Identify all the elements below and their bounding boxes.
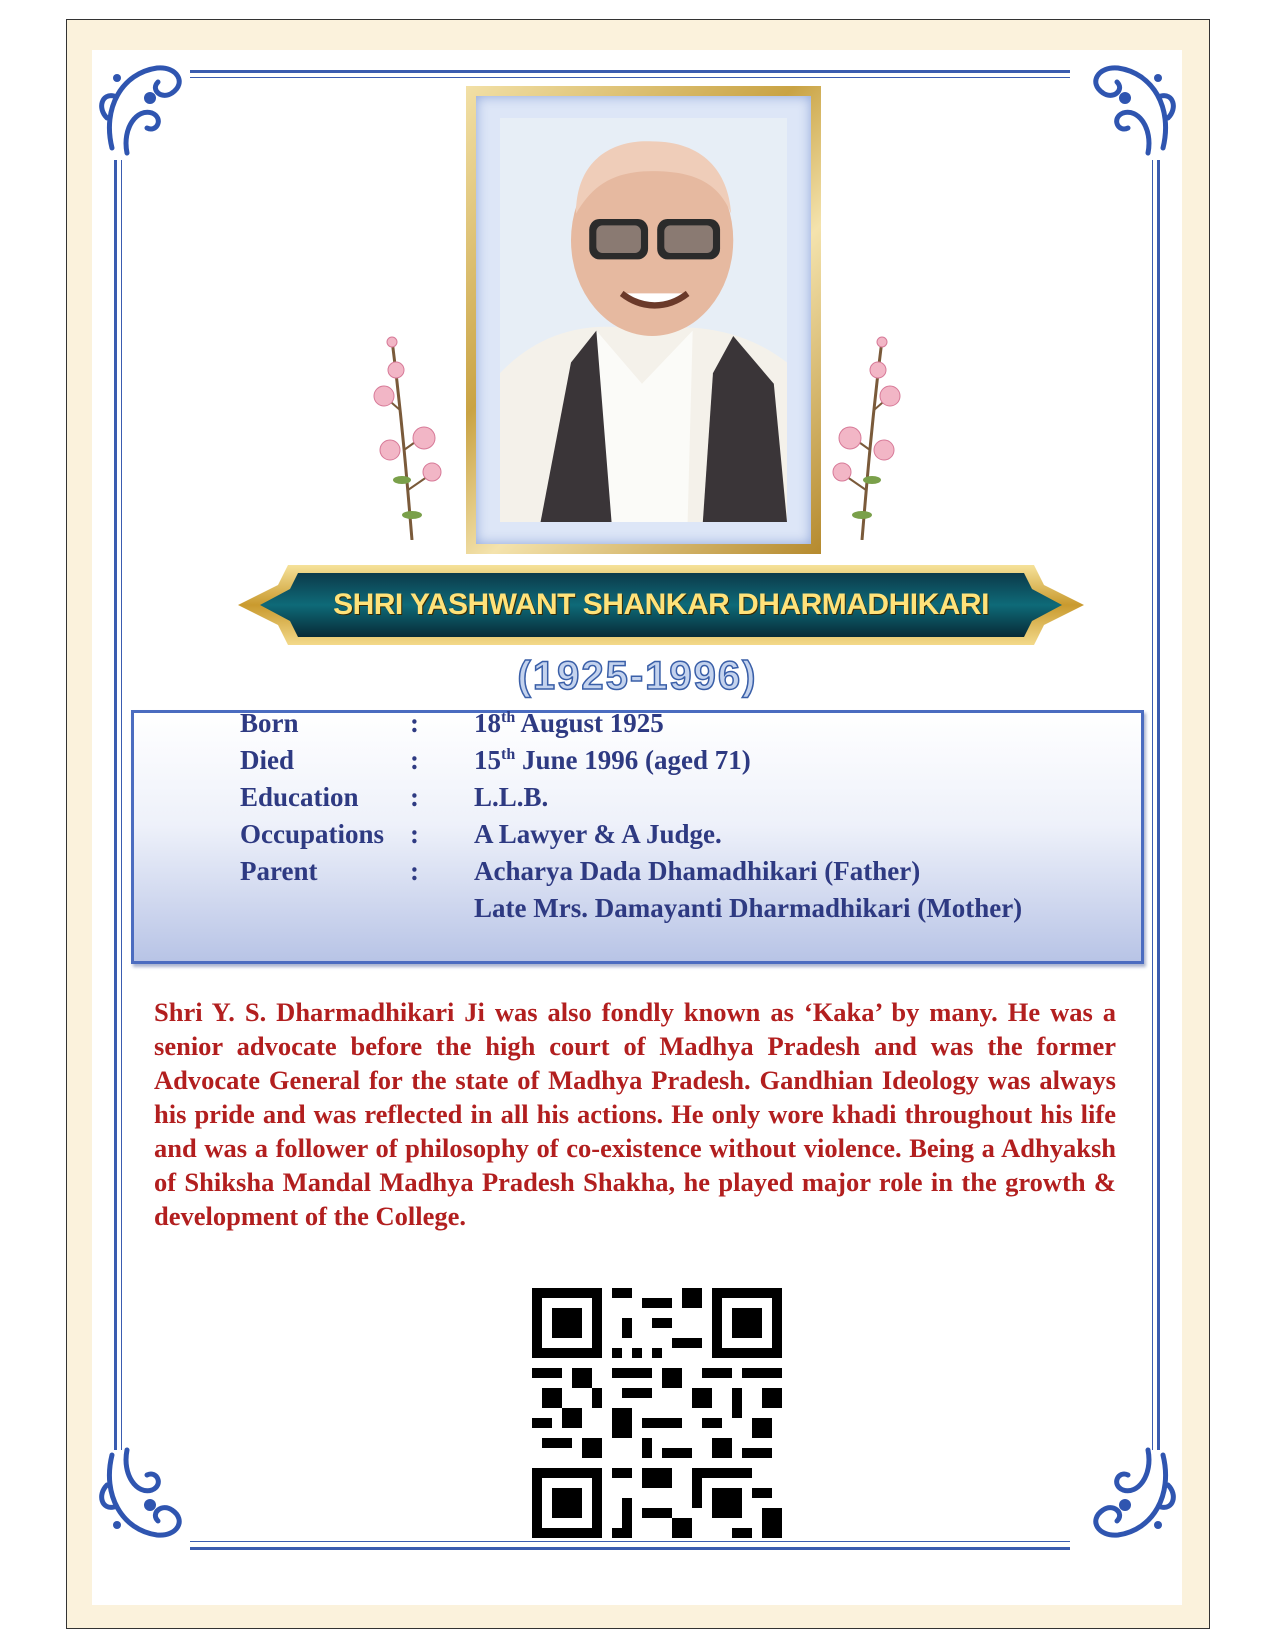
born-row [240,708,664,739]
colon: : [410,819,419,849]
colon: : [410,708,419,738]
education-label: Education [240,782,359,812]
frame-left-line-thin [121,160,122,1450]
occupations-label: Occupations [240,819,385,849]
parent-row [240,856,920,887]
ornamental-scroll-icon [92,1440,207,1555]
cherry-blossom-icon [362,330,452,540]
occupations-value: A Lawyer & A Judge. [474,819,722,849]
colon: : [410,745,419,775]
qr-code-icon[interactable] [532,1288,782,1538]
frame-bottom-line-thin [190,1541,1070,1542]
parent-father: Acharya Dada Dhamadhikari (Father) [474,856,921,886]
born-sup: th [501,709,516,726]
portrait-frame [466,86,821,554]
parent-mother-row [474,893,1022,924]
died-rest: June 1996 (aged 71) [515,745,751,775]
frame-right-line-thin [1152,160,1153,1450]
frame-left-line [114,160,117,1450]
died-label: Died [240,745,294,775]
colon: : [410,782,419,812]
portrait-photo [500,118,787,522]
occupations-row [240,819,722,850]
frame-bottom-line [190,1547,1070,1550]
cherry-blossom-icon [822,330,912,540]
education-row [240,782,548,813]
died-sup: th [501,746,516,763]
born-label: Born [240,708,299,738]
life-years: (1925-1996) [517,654,758,698]
education-value: L.L.B. [474,782,549,812]
born-day: 18 [474,708,501,738]
frame-top-line-thin [190,77,1070,78]
portrait-mat [476,96,811,544]
parent-mother: Late Mrs. Damayanti Dharmadhikari (Mother) [474,893,1023,923]
ornamental-scroll-icon [1068,1440,1183,1555]
died-day: 15 [474,745,501,775]
ornamental-scroll-icon [92,48,207,163]
frame-right-line [1157,160,1160,1450]
biography-text: Shri Y. S. Dharmadhikari Ji was also fondly known as ‘Kaka’ by many. He was a senior advocate before the high court of Madhya Pradesh and was the former Advocate General for the state of Madhya Pradesh. Gandhian Ideology was always his pride and was reflected in all his actions. He only wore khadi throughout his life and was a follower of philosophy of co-existence without violence. Being a Adhyaksh of Shiksha Mandal Madhya Pradesh Shakha, he played major role in the growth & development of the College. [154,997,1116,1231]
parent-label: Parent [240,856,318,886]
colon: : [410,856,419,886]
frame-top-line [190,70,1070,73]
ornamental-scroll-icon [1068,48,1183,163]
info-box [131,710,1144,964]
died-row [240,745,751,776]
born-rest: August 1925 [515,708,664,738]
name-title: SHRI YASHWANT SHANKAR DHARMADHIKARI [333,588,989,621]
